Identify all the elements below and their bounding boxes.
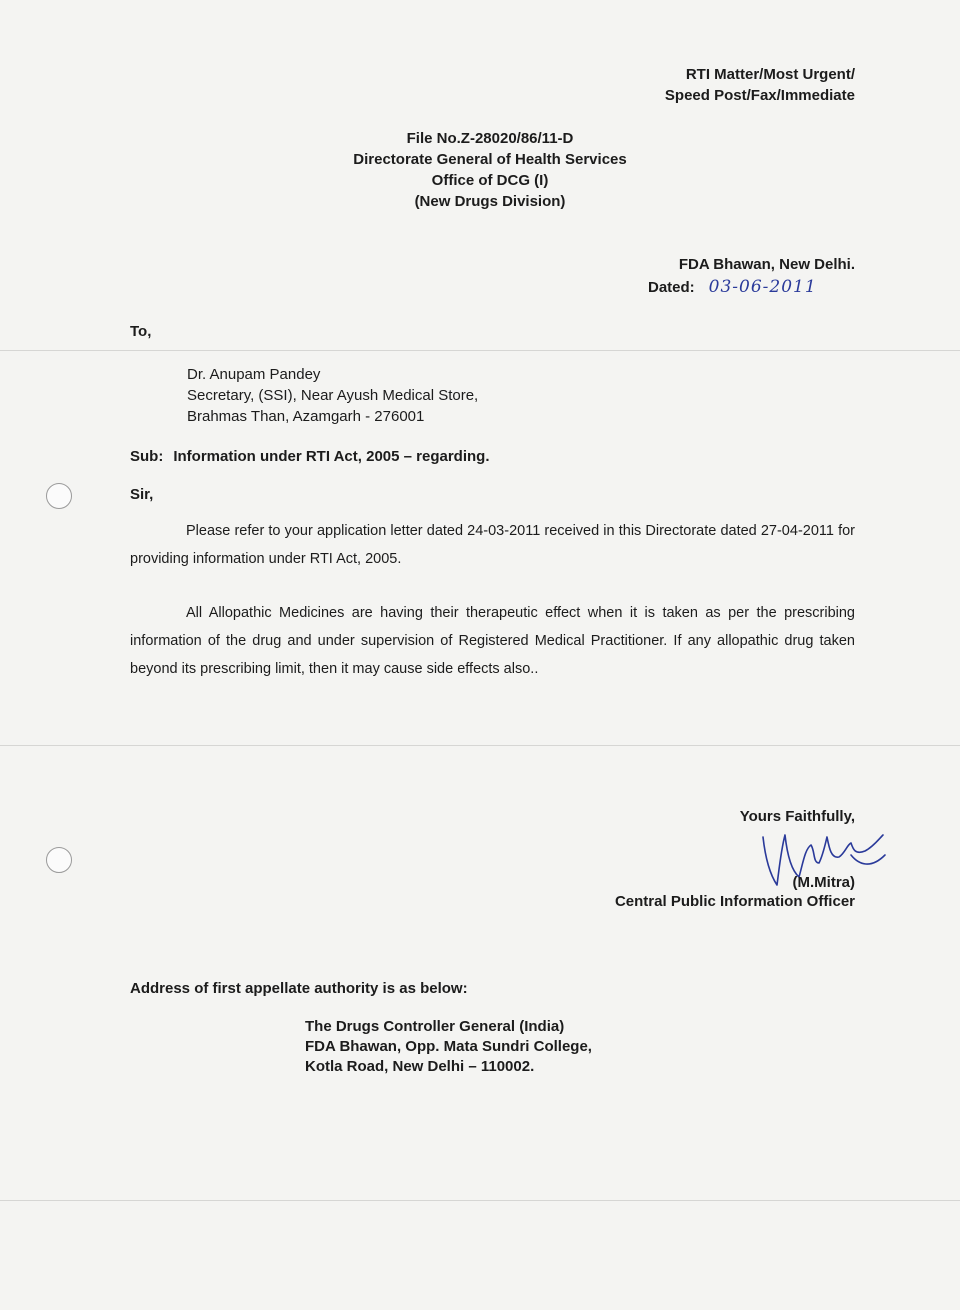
recipient-address [187,364,478,427]
appellate-heading: Address of first appellate authority is as below: [130,980,468,997]
recipient-name: Dr. Anupam Pandey [187,366,321,383]
signatory-name: (M.Mitra) [792,874,855,891]
punch-hole-icon [46,483,72,509]
place: FDA Bhawan, New Delhi. [678,256,855,273]
paragraph-2-text: All Allopathic Medicines are having their therapeutic effect when it is taken as per the prescribing information of the drug and under supervision of Registered Medical Practitioner. If any allopathic drug taken beyond its prescribing limit, then it may cause side effects also.. [130,605,855,677]
subject-label: Sub: [130,448,164,465]
appellate-line-1: The Drugs Controller General (India) [305,1018,565,1035]
subject-line [130,448,490,465]
subject-text: Information under RTI Act, 2005 – regarding. [173,448,490,465]
appellate-line-3: Kotla Road, New Delhi – 110002. [305,1058,535,1075]
paper-fold-line [0,1200,960,1201]
to-label: To, [130,323,152,340]
signatory-designation: Central Public Information Officer [614,893,855,910]
handwritten-date: 03-06-2011 [708,277,817,297]
office-name: Office of DCG (I) [431,172,549,189]
punch-hole-icon [46,847,72,873]
salutation: Sir, [130,486,154,503]
dated-label: Dated: [648,279,695,296]
date-line [648,277,817,297]
directorate-name: Directorate General of Health Services [353,151,627,168]
paper-fold-line [0,350,960,351]
appellate-address [305,1017,592,1077]
paper-fold-line [0,745,960,746]
office-header [300,128,680,212]
recipient-line-2: Secretary, (SSI), Near Ayush Medical Store, [187,387,479,404]
paragraph-1 [130,517,855,573]
urgency-line-1: RTI Matter/Most Urgent/ [685,66,855,83]
division-name: (New Drugs Division) [414,193,566,210]
urgency-note [665,64,855,106]
appellate-line-2: FDA Bhawan, Opp. Mata Sundri College, [305,1038,592,1055]
closing: Yours Faithfully, [739,808,855,825]
recipient-line-3: Brahmas Than, Azamgarh - 276001 [187,408,425,425]
paragraph-1-text: Please refer to your application letter dated 24-03-2011 received in this Directorate dated 27-04-2011 for providing information under RTI Act, 2005. [130,523,855,567]
file-number: File No.Z-28020/86/11-D [406,130,574,147]
urgency-line-2: Speed Post/Fax/Immediate [664,87,855,104]
paragraph-2 [130,599,855,683]
